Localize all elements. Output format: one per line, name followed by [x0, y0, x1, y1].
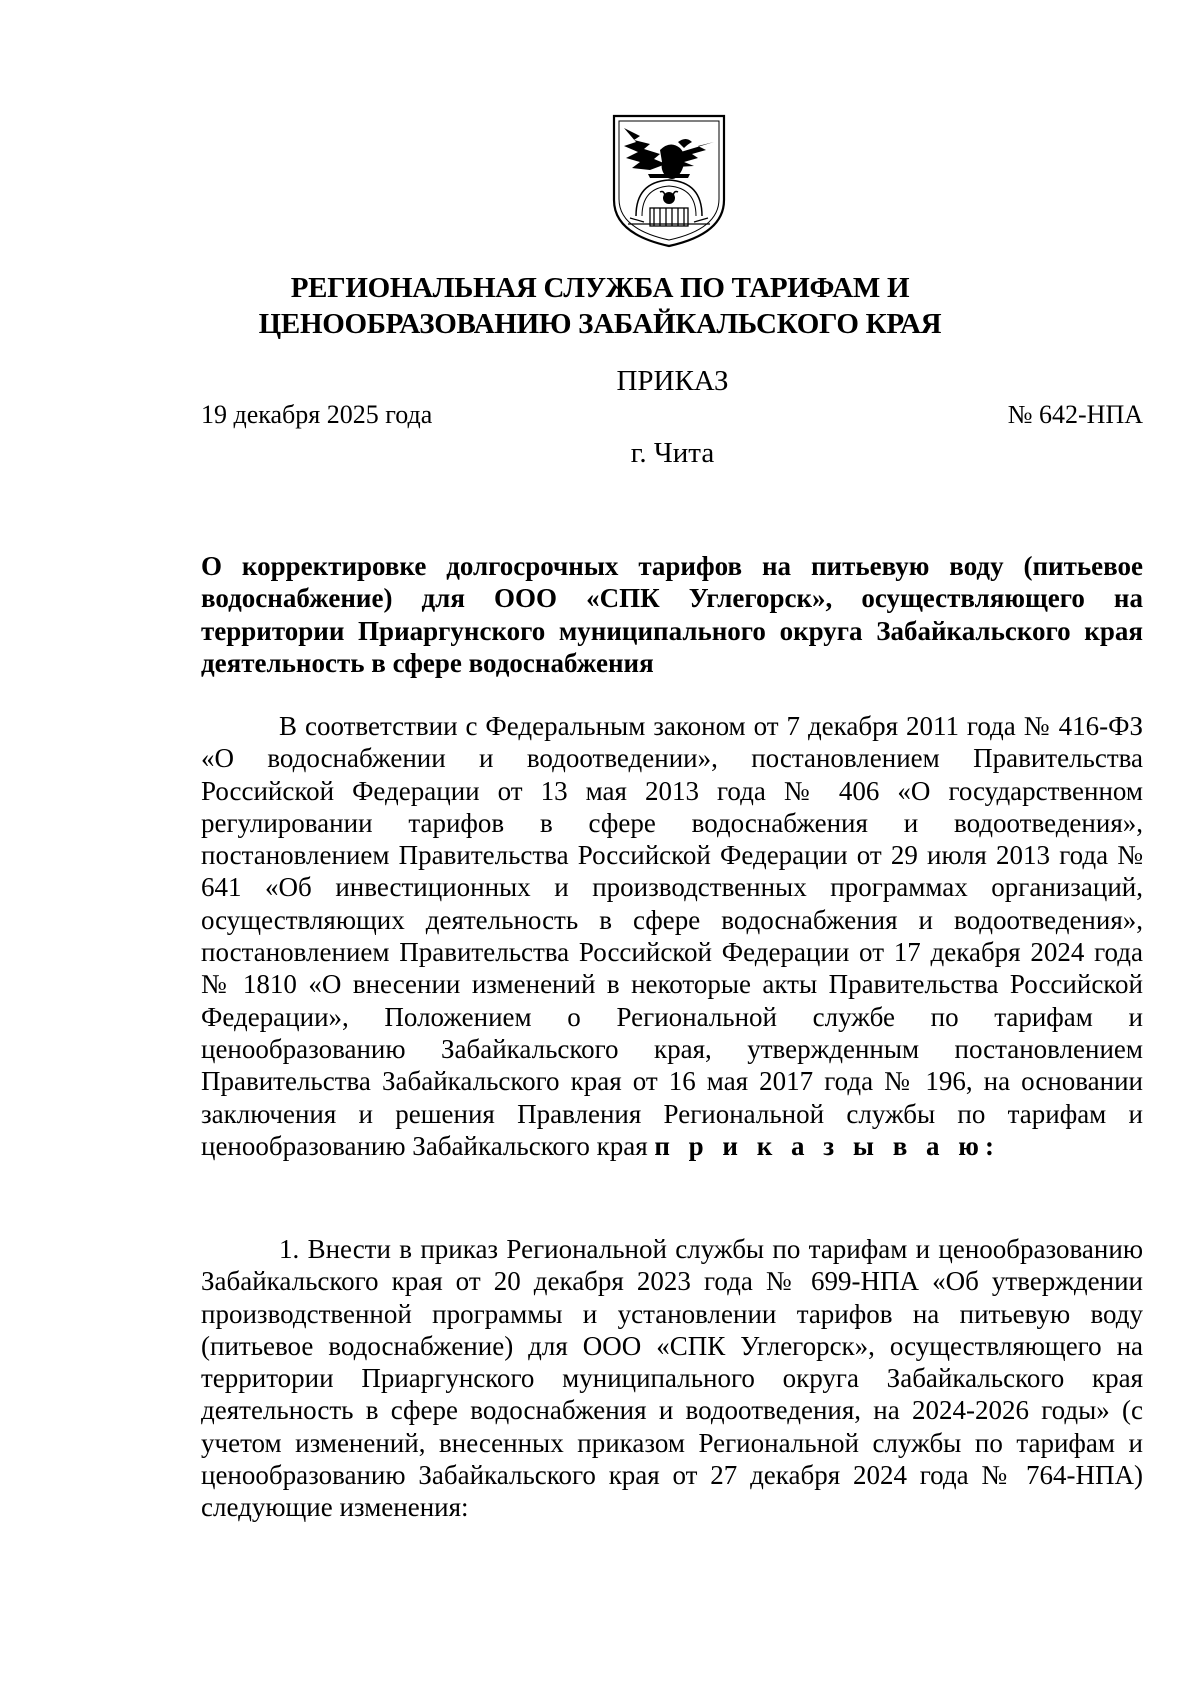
order-word: п р и к а з ы в а ю: — [654, 1130, 1000, 1161]
document-city: г. Чита — [630, 437, 715, 469]
preamble-text: В соответствии с Федеральным законом от 7 декабря 2011 года № 416-ФЗ «О водоснабжении и водоотведении», постановлением Правительства Российской Федерации от 13 мая 2013 года № 406 «О государственном регулировании тарифов в сфере водоснабжения и водоотведения», постановлением Правительства Российской Федерации от 29 июля 2013 года № 641 «Об инвестиционных и производственных программах организаций, осуществляющих деятельность в сфере водоснабжения и водоотведения», постановлением Правительства Российской Федерации от 17 декабря 2024 года № 1810 «О внесении изменений в некоторые акты Правительства Российской Федерации», Положением о Региональной службе по тарифам и ценообразованию Забайкальского края, утвержденным постановлением Правительства Забайкальского края от 16 мая 2017 года № 196, на основании заключения и решения Правления Региональной службы по тарифам и ценообразованию Забайкальского края — [201, 711, 1143, 1161]
document-type: ПРИКАЗ — [616, 365, 729, 397]
document-subject: О корректировке долгосрочных тарифов на питьевую воду (питьевое водоснабжение) для ООО «СПК Углегорск», осуществляющего на территории Приаргунского муниципального округа Забайкальского края деятельность в сфере водоснабжения — [201, 551, 1143, 678]
org-title-line-1: РЕГИОНАЛЬНАЯ СЛУЖБА ПО ТАРИФАМ И — [290, 272, 910, 304]
document-date: 19 декабря 2025 года — [201, 400, 433, 429]
issuing-organization — [0, 270, 1200, 342]
preamble-paragraph — [201, 710, 1143, 1162]
order-item-1: 1. Внести в приказ Региональной службы по тарифам и ценообразованию Забайкальского края от 20 декабря 2023 года № 699-НПА «Об утверждении производственной программы и установлении тарифов на питьевую воду (питьевое водоснабжение) для ООО «СПК Углегорск», осуществляющего на территории Приаргунского муниципального округа Забайкальского края деятельность в сфере водоснабжения и водоотведения, на 2024-2026 годы» (с учетом изменений, внесенных приказом Региональной службы по тарифам и ценообразованию Забайкальского края от 27 декабря 2024 года № 764-НПА) следующие изменения: — [201, 1234, 1143, 1523]
org-title-line-2: ЦЕНООБРАЗОВАНИЮ ЗАБАЙКАЛЬСКОГО КРАЯ — [258, 308, 942, 340]
coat-of-arms-icon — [610, 112, 728, 250]
document-number: № 642-НПА — [1007, 400, 1143, 429]
